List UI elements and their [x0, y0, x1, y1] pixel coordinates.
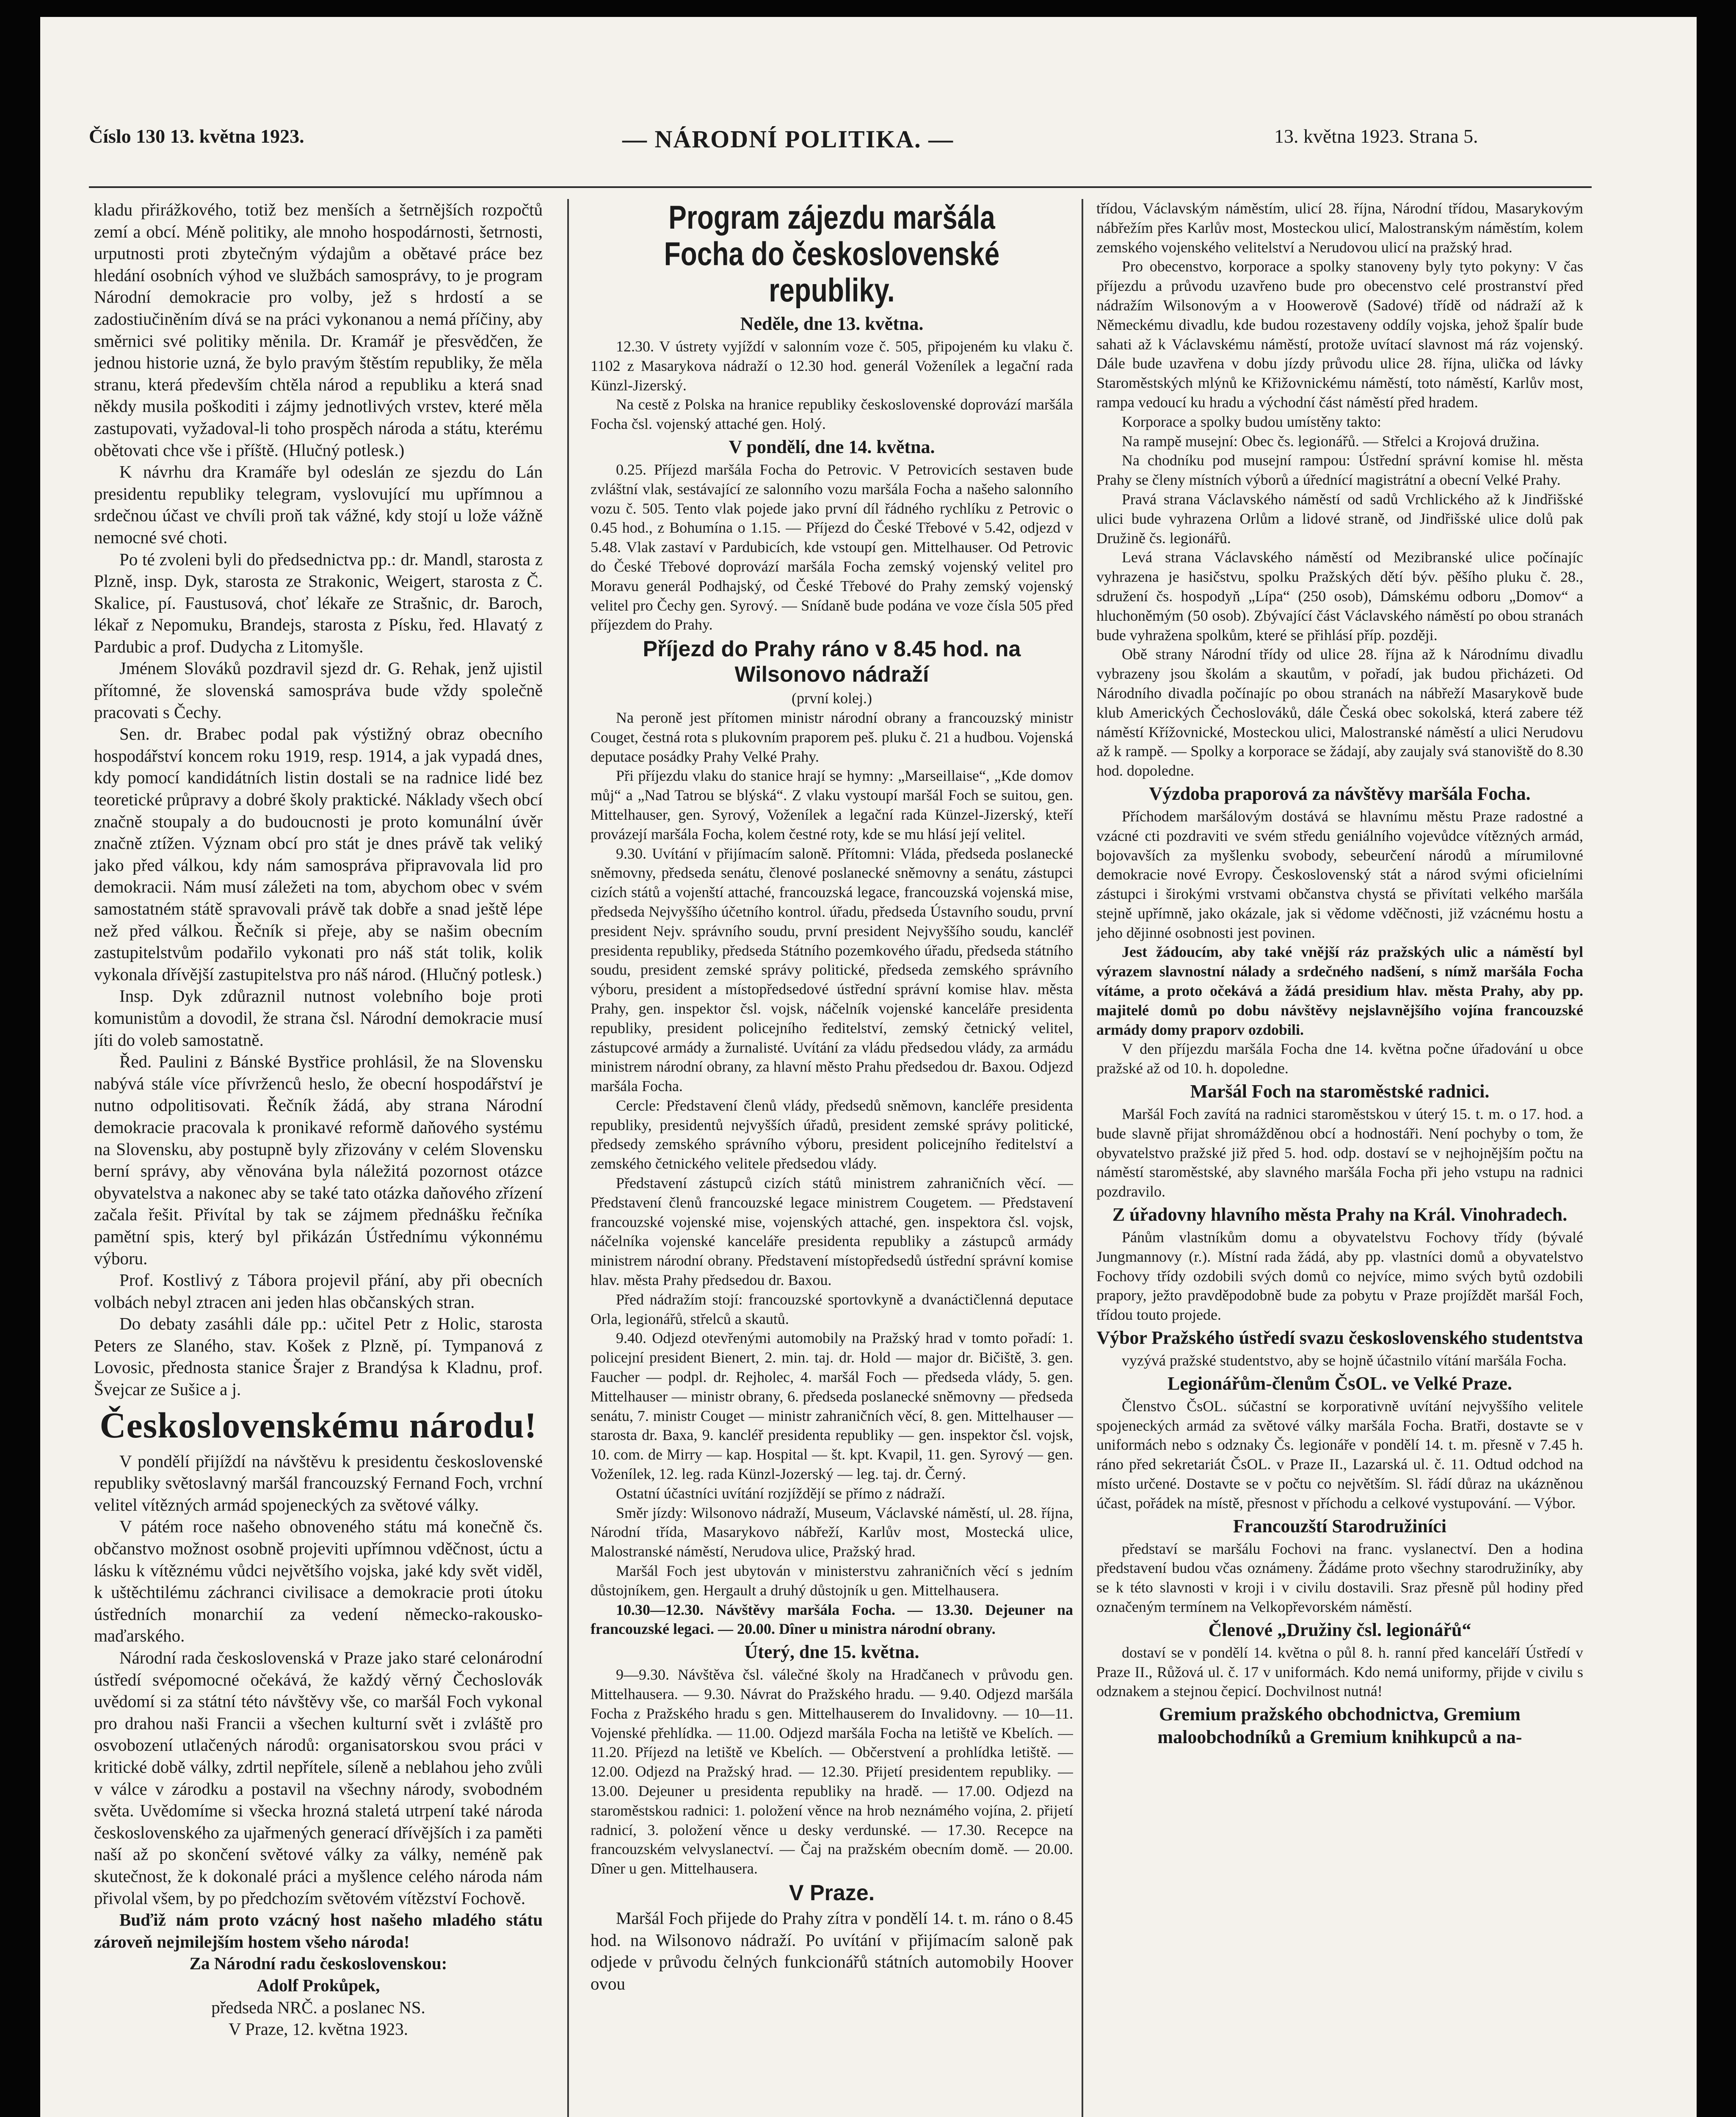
paragraph: Na rampě musejní: Obec čs. legionářů. — Střelci a Krojová družina.: [1122, 432, 1540, 450]
section-heading: Maršál Foch na staroměstské radnici.: [1190, 1081, 1490, 1102]
issue-info-right: 13. května 1923. Strana 5.: [1274, 125, 1478, 147]
paragraph: Do debaty zasáhli dále pp.: učitel Petr z Holic, starosta Peters ze Slaného, stav. Košek z Plzně, pí. Tympanová z Lovosic, přednosta stanice Šrajer z Brandýsa k Kladnu, prof. Švejcar ze Sušice a j.: [94, 1314, 543, 1399]
paragraph: Obě strany Národní třídy od ulice 28. října až k Národnímu divadlu vybrazeny jsou školám a skautům, v pořadí, jak budou přicházeti. Od Národního divadla počínajíc po obou stranách na nábřeží Masarykově bude klub Amerických Čechoslováků, dále Česká obec sokolská, která zabere též náměstí Křížovnické, Mosteckou ulici, Malostranské náměstí a ulici Nerudovu až k rampě. — Spolky a korporace se žádají, aby zaujaly svá stanoviště do 8.30 hod. dopoledne.: [1096, 646, 1583, 779]
section-heading: Příjezd do Prahy ráno v 8.45 hod. na Wilsonovo nádraží: [643, 637, 1021, 687]
paragraph: 9.30. Uvítání v přijímacím saloně. Přítomni: Vláda, předseda poslanecké sněmovny, předseda senátu, členové poslanecké sněmovny a senátu, zástupci cizích států a vojenští attaché, francouzská legace, francouzská vojenská mise, předseda Nejvyššího účetního kontrol. úřadu, předseda Ústavního soudu, první president Nejv. správního soudu, první president Nejvyššího soudu, kancléř presidenta republiky, předseda Státního pozemkového úřadu, předseda státního soudu, president zemské správy politické, předseda zemského správního výboru, president a místopředsedové ústřední správní komise hlav. města Prahy, gen. inspektor čsl. vojsk, náčelník vojenské kanceláře presidenta republiky, president policejního ředitelství, zemský četnický velitel, zástupcové armády a žurnalisté. Uvítání za vládu předsedou vlády, za armádu ministrem národní obrany, za hlavní město Prahu předsedou dr. Baxou. Odjezd maršála Focha.: [591, 845, 1073, 1095]
column-rule-2: [1082, 199, 1083, 2117]
paragraph: Po té zvoleni byli do předsednictva pp.: dr. Mandl, starosta z Plzně, insp. Dyk, starosta ze Strakonic, Weigert, starosta z Č. Skalice, pí. Faustusová, choť lékaře ze Strašnic, dr. Baroch, lékař z Nepomuku, Brandejs, starosta z Písku, řed. Hlavatý z Pardubic a prof. Dudycha z Litomyšle.: [94, 549, 543, 656]
day-heading: Neděle, dne 13. května.: [740, 313, 924, 334]
paragraph: 0.25. Příjezd maršála Focha do Petrovic. V Petrovicích sestaven bude zvláštní vlak, sestávající ze salonního vozu maršála Focha a našeho salonního vozu č. 505. Tento vlak pojede jako první díl řádného rychlíku z Petrovic o 0.45 hod., z Bohumína o 1.15. — Příjezd do České Třebové v 5.42, odjezd v 5.48. Vlak zastaví v Pardubicích, kde vstoupí gen. Mittelhauser. Od Petrovic do České Třebové doprovází maršála Focha zemský vojenský velitel pro Moravu generál Podhajský, od České Třebové do Prahy zemský vojenský velitel pro Čechy gen. Syrový. — Snídaně bude podána ve voze čísla 505 před příjezdem do Prahy.: [591, 461, 1073, 633]
paragraph: Pro obecenstvo, korporace a spolky stanoveny byly tyto pokyny: V čas příjezdu a průvodu uzavřeno bude pro obecenstvo celé prostranství před nádražím Wilsonovým a v Hoowerově (Sadové) třídě od nádraží až k Německému divadlu, kde budou rozestaveny oddíly vojska, jehož špalír bude sahati až k Václavskému náměstí, protože uvítací slavnost má ráz vojenský. Dále bude uzavřena v dobu jízdy průvodu ulice 28. října, ulička od lávky Staroměstských mlýnů ke Křižovnickému náměstí, toto náměstí, Karlův most, rampa vedoucí ku hradu a východní část náměstí před hradem.: [1096, 258, 1583, 411]
scan-border-top: [0, 0, 1736, 17]
paragraph: Cercle: Představení členů vlády, předsedů sněmovn, kancléře presidenta republiky, presidentů nejvyšších úřadů, president zemské správy politické, předsedy zemského správního výboru, president policejního ředitelství a zemského četnického velitele předsedou vlády.: [591, 1097, 1073, 1172]
paragraph: Řed. Paulini z Bánské Bystřice prohlásil, že na Slovensku nabývá stále více přívrženců heslo, že obecní hospodářství je nutno odpolitisovati. Řečník žádá, aby strana Národní demokracie pracovala k pronikavé reformě daňového systému na Slovensku, aby postupně byly zřizovány v celém Slovensku berní správy, aby věnována byla náležitá pozornost otázce obyvatelstva a nakonec aby se také tato otázka daňového zřízení začala řešit. Přivítal by tak se zájmem přednášku řečníka pamětní spis, který byl přikázán Ústřednímu výkonnému výboru.: [94, 1052, 543, 1268]
paragraph: V pondělí přijíždí na návštěvu k presidentu československé republiky světoslavný maršál francouzský Fernand Foch, vrchní velitel vítězných armád spojeneckých za světové války.: [94, 1451, 543, 1515]
page-header: [89, 125, 1592, 176]
paragraph: Směr jízdy: Wilsonovo nádraží, Museum, Václavské náměstí, ul. 28. října, Národní třída, Masarykovo nábřeží, Karlův most, Mostecká ulice, Malostranské náměstí, Nerudova ulice, Pražský hrad.: [591, 1504, 1073, 1560]
paragraph: 9—9.30. Návštěva čsl. válečné školy na Hradčanech v průvodu gen. Mittelhausera. — 9.30. Návrat do Pražského hradu. — 9.40. Odjezd maršála Focha z Pražského hradu s gen. Mittelhauserem do Invalidovny. — 10—11. Vojenské přehlídka. — 11.00. Odjezd maršála Focha na letiště ve Kbelích. — 11.20. Příjezd na letiště ve Kbelích. — Občerstvení a prohlídka letiště. — 12.00. Odjezd na Pražský hrad. — 12.30. Přijetí presidentem republiky. — 13.00. Dejeuner u presidenta republiky na hradě. — 17.00. Odjezd na staroměstskou radnici: 1. položení věnce na hrob neznámého vojína, 2. přijetí radnicí, 3. položení věnce u desky verdunské. — 17.30. Recepce na francouzském velvyslanectví. — Čaj na pražském obecním domě. — 20.00. Dîner u gen. Mittelhausera.: [591, 1666, 1073, 1877]
paragraph: 10.30—12.30. Návštěvy maršála Focha. — 13.30. Dejeuner na francouzské legaci. — 20.00. Dîner u ministra národní obrany.: [591, 1601, 1073, 1638]
column-rule-1: [567, 199, 569, 2117]
section-heading: Členové „Družiny čsl. legionářů“: [1208, 1619, 1471, 1640]
paragraph: Levá strana Václavského náměstí od Mezibranské ulice počínajíc vyhrazena je hasičstvu, spolku Pražských dětí býv. pěšího pluku č. 28., sdružení čs. hospodyň „Lípa“ (250 osob), Dámskému odboru „Domov“ a hluchoněmým (50 osob). Zbývající část Václavského náměstí po obou stranách bude vyhražena spolkům, které se přihlásí příp. později.: [1096, 549, 1583, 644]
section-heading: Francouzští Starodružiníci: [1233, 1515, 1446, 1537]
scan-border-right: [1697, 0, 1736, 2117]
paragraph: dostaví se v pondělí 14. května o půl 8. h. ranní před kanceláří Ústředí v Praze II., Růžová ul. č. 17 v uniformách. Kdo nemá uniformy, přijde v civilu s odznakem a stejnou čepicí. Dochvilnost nutná!: [1096, 1644, 1583, 1700]
paragraph: vyzývá pražské studentstvo, aby se hojně účastnilo vítání maršála Focha.: [1122, 1352, 1567, 1369]
paragraph: Členstvo ČsOL. súčastní se korporativně uvítání nejvyššího velitele spojeneckých armád za světové války maršála Focha. Bratři, dostavte se v uniformách nebo s odznaky Čs. legionáře v pondělí 14. t. m. přesně v 7.45 h. ráno před sekretariát ČsOL. v Praze II., Lazarská ul. č. 11. Odtud odchod na místo určené. Dostavte se v počtu co největším. Sl. řádí důraz na ukázněnou účast, pořádek na místě, přesnost v příchodu a celkové vystupování. — Výbor.: [1096, 1397, 1583, 1512]
paragraph: Jest žádoucím, aby také vnější ráz pražských ulic a náměstí byl výrazem slavnostní nálady a srdečného nadšení, s nímž maršála Focha vítáme, a proto očekává a žádá presidium hlav. města Prahy, aby pp. majitelé domů po dobu návštěvy nejslavnějšího vojína francouzské armády domy praporv ozdobili.: [1096, 943, 1583, 1038]
paragraph: Prof. Kostlivý z Tábora projevil přání, aby při obecních volbách nebyl ztracen ani jeden hlas občanských stran.: [94, 1270, 543, 1312]
newspaper-title: — NÁRODNÍ POLITIKA. —: [622, 125, 954, 153]
paragraph: Na peroně jest přítomen ministr národní obrany a francouzský ministr Couget, čestná rota s plukovním praporem peš. pluku č. 21 a hudbou. Vojenská deputace posádky Prahy Velké Prahy.: [591, 709, 1073, 765]
signature-title: předseda NRČ. a poslanec NS.: [211, 1997, 425, 2017]
section-heading: V Praze.: [789, 1880, 875, 1905]
section-heading: Z úřadovny hlavního města Prahy na Král. Vinohradech.: [1112, 1204, 1568, 1225]
column-1: [94, 199, 543, 2117]
paragraph: Na chodníku pod musejní rampou: Ústřední správní komise hl. města Prahy se členy místních výborů a úřednící magistrátní a obecní Velké Prahy.: [1096, 452, 1583, 489]
paragraph: Národní rada československá v Praze jako staré celonárodní ústředí svépomocné očekává, že každý věrný Čechoslovák uvědomí si za státní této návštěvy vše, co maršál Foch vykonal pro drahou naši Francii a všechen kulturní svět i zvláště pro osvobození utlačených národů: organisatorskou svou práci v kritické době války, zdrtil nepřítele, síleně a neblahou jeho zvůli v válce v zárodku a postavil na všechny národy, svobodném světa. Uvědomíme si všecka hrozná staletá utrpení také národa československého za ujařmených generací dřívějších i za paměti naší až po skončení světové války za války, neméně pak skutečnost, že k dokonalé práci a myšlence celého národa nám přivolal všem, by po předchozím světovém vítězství Fochově.: [94, 1648, 543, 1908]
paragraph: 9.40. Odjezd otevřenými automobily na Pražský hrad v tomto pořadí: 1. policejní president Bienert, 2. min. taj. dr. Hold — major dr. Bičiště, 3. gen. Faucher — podpl. dr. Rejholec, 4. maršál Foch — předseda vlády, 5. gen. Mittelhauser — ministr obrany, 6. předseda poslanecké sněmovny — předseda senátu, 7. ministr Couget — ministr zahraničních věcí, 8. gen. Mittelhauser — starosta dr. Baxa, 9. kancléř presidenta republiky — gen. inspektor čsl. vojsk, 10. com. de Mirry — kap. Hospital — št. kpt. Kvapil, 11. gen. Syrový — gen. Voženílek, 12. leg. rada Künzl-Jozerský — leg. taj. dr. Černý.: [591, 1329, 1073, 1483]
paragraph: Představení zástupců cizích států ministrem zahraničních věcí. — Představení členů francouzské legace ministrem Cougetem. — Představení francouzské vojenské mise, vojenských attaché, gen. inspektora čsl. vojsk, náčelníka vojenské kanceláře presidenta republiky a zástupců armády ministrem národní obrany. Představení místopředsedů ústřední správní komise hlav. města Prahy předsedou dr. Baxou.: [591, 1175, 1073, 1289]
section-heading: Gremium pražského obchodnictva, Gremium maloobchodníků a Gremium knihkupců a na-: [1157, 1704, 1522, 1748]
paragraph: Maršál Foch přijede do Prahy zítra v pondělí 14. t. m. ráno o 8.45 hod. na Wilsonovo nádraží. Po uvítání v přijímacím saloně pak odjede v průvodu čelných funkcionářů státních automobily Hoover ovou: [591, 1908, 1073, 1993]
section-heading: Výzdoba praporová za návštěvy maršála Focha.: [1149, 783, 1531, 804]
paragraph: kladu přirážkového, totiž bez menších a šetrnějších rozpočtů zemí a obcí. Méně politiky, ale mnoho hospodárnosti, šetrnosti, urputnosti proti zbytečným výdajům a obětavé práce bez hledání osobních výhod ve službách samosprávy, to je program Národní demokracie pro volby, jež s hrdostí a se zadostiučiněním dívá se na práci vykonanou a nemá příčiny, aby směrnici své politiky měnila. Dr. Kramář je přesvědčen, že jednou historie uzná, že bylo pravým štěstím republiky, že měla stranu, která především chtěla národ a republiku a která snad někdy musila poškoditi i zájmy jednotlivých vrstev, které měla zastupovati, vyžadoval-li toho prospěch národa a státu, kterému obětovati chce vše i příště. (Hlučný potlesk.): [94, 200, 543, 460]
paragraph: Maršál Foch jest ubytován v ministerstvu zahraničních věcí s jedním důstojníkem, gen. Hergault a druhý důstojník u gen. Mittelhausera.: [591, 1562, 1073, 1599]
paragraph: V pátém roce našeho obnoveného státu má konečně čs. občanstvo možnost osobně projeviti upřímnou vděčnost, úctu a lásku k vítěznému vůdci největšího vojska, jaké kdy svět viděl, k uštěchtilému záchranci civilisace a demokracie proti útoku ústředních monarchií za vedení německo-rakousko-maďarského.: [94, 1517, 543, 1646]
issue-info-left: Číslo 130 13. května 1923.: [89, 125, 304, 147]
paragraph: Maršál Foch zavítá na radnici staroměstskou v úterý 15. t. m. o 17. hod. a bude slavně přijat shromážděnou obcí a hodnostáři. Není pochyby o tom, že obyvatelstvo pražské již před 5. hod. odp. dostaví se v nejhojnějším počtu na náměstí staroměstské, aby slavného maršála Focha při jeho vstupu na radnici pozdravilo.: [1096, 1105, 1583, 1200]
paragraph: Na cestě z Polska na hranice republiky československé doprovází maršála Focha čsl. vojenský attaché gen. Holý.: [591, 396, 1073, 433]
scan-border-left: [0, 0, 40, 2117]
paragraph: Korporace a spolky budou umístěny takto:: [1122, 413, 1381, 430]
paragraph: V den příjezdu maršála Focha dne 14. května počne úřadování u obce pražské až od 10. h. dopoledne.: [1096, 1040, 1583, 1077]
paragraph-emphasis: Buďiž nám proto vzácný host našeho mladého státu zároveň nejmilejším hostem všeho národa!: [94, 1910, 543, 1951]
article-headline: Československému národu!: [99, 1404, 537, 1445]
paragraph: Příchodem maršálovým dostává se hlavnímu městu Praze radostné a vzácné cti pozdraviti ve svém středu geniálního vojevůdce vítězných armád, bojovavších za myšlenku svobody, sebeurčení národů a mírumilovné demokracie nové Evropy. Československý stát a národ svými oficielními zástupci i širokými vrstvami občanstva chystá se přivítati velkého maršála stejně upřímně, jako okázale, jak si vědome vděčnosti, již vzácnému hostu a jeho dějinné osobnosti jest povinen.: [1096, 807, 1583, 941]
day-heading: Úterý, dne 15. května.: [744, 1642, 919, 1663]
section-subheading: (první kolej.): [792, 690, 872, 707]
signature-name: Adolf Prokůpek,: [257, 1975, 380, 1995]
paragraph: Jménem Slováků pozdravil sjezd dr. G. Rehak, jenž ujistil přítomné, že slovenská samospráva bude vždy společně pracovati s Čechy.: [94, 658, 543, 722]
signature-date: V Praze, 12. května 1923.: [229, 2019, 408, 2039]
paragraph: Insp. Dyk zdůraznil nutnost volebního boje proti komunistům a dovodil, že strana čsl. Národní demokracie musí jíti do voleb samostatně.: [94, 986, 543, 1050]
day-heading: V pondělí, dne 14. května.: [729, 436, 935, 457]
signature-line: Za Národní radu československou:: [189, 1954, 447, 1973]
paragraph: Pravá strana Václavského náměstí od sadů Vrchlického až k Jindřišské ulici bude vyhrazena Orlům a lidové straně, od Jindřišské ulice dolů pak Družině čs. legionářů.: [1096, 490, 1583, 547]
column-2: [591, 199, 1073, 2117]
paragraph: třídou, Václavským náměstím, ulicí 28. října, Národní třídou, Masarykovým nábřežím přes Karlův most, Mosteckou ulicí, Malostranským náměstím, kolem zemského vojenského velitelství a Nerudovou ulicí na pražský hrad.: [1096, 200, 1583, 256]
section-heading: Legionářům-členům ČsOL. ve Velké Praze.: [1167, 1373, 1512, 1394]
paragraph: představí se maršálu Fochovi na franc. vyslanectví. Den a hodina představení budou včas oznámeny. Žádáme proto všechny starodružiníky, aby se k této slavnosti v kroji i v civilu dostavili. Sraz přesně půl hodiny před označeným termínem na Velkopřevorském náměstí.: [1096, 1540, 1583, 1615]
paragraph: Před nádražím stojí: francouzské sportovkyně a dvanáctičlenná deputace Orla, legionářů, střelců a skautů.: [591, 1291, 1073, 1327]
paragraph: Sen. dr. Brabec podal pak výstižný obraz obecního hospodářství koncem roku 1919, resp. 1914, a jak vypadá dnes, kdy pomocí kandidátních listin dostali se na radnice lidé bez teoretické průpravy a dobré školy praktické. Náklady všech obcí značně stoupaly a do budoucnosti je proto komunální úvěr značně ztížen. Význam obcí pro stát je dnes právě tak veliký jako před válkou, kdy nám samospráva připravovala lid pro demokracii. Nám musí záležeti na tom, abychom obec v svém samostatném státě spravovali právě tak dobře a snad ještě lépe než před válkou. Řečník si přeje, aby se našim obecním zastupitelstvům podařilo vykonati pro náš stát tolik, kolik vykonala dřívější zastupitelstva pro náš národ. (Hlučný potlesk.): [94, 724, 543, 984]
section-heading: Výbor Pražského ústředí svazu československého studentstva: [1096, 1327, 1583, 1349]
paragraph: Při příjezdu vlaku do stanice hrají se hymny: „Marseillaise“, „Kde domov můj“ a „Nad Tatrou se blýská“. Z vlaku vystoupí maršál Foch se suitou, gen. Mittelhauser, gen. Syrový, Voženílek a legační rada Künzel-Jizerský, kteří provázejí maršála Focha, kolem čestné roty, kde se mu hlásí její velitel.: [591, 767, 1073, 843]
paragraph: Pánům vlastníkům domu a obyvatelstvu Fochovy třídy (bývalé Jungmannovy (r.). Místní rada žádá, aby pp. vlastníci domů a obyvatelstvo Fochovy třídy ozdobili svých domů co nejvíce, mimo svých bytů ozdobili prapory, ježto pravděpodobně bude za pobytu v Praze projíždět maršál Foch, třídou touto projede.: [1096, 1229, 1583, 1324]
header-rule: [89, 186, 1592, 188]
paragraph: 12.30. V ústrety vyjíždí v salonním voze č. 505, připojeném ku vlaku č. 1102 z Masarykova nádraží o 12.30 hod. generál Voženílek a legační rada Künzl-Jizerský.: [591, 338, 1073, 394]
article-headline: Program zájezdu maršála Focha do československé republiky.: [664, 199, 1000, 309]
paragraph: K návrhu dra Kramáře byl odeslán ze sjezdu do Lán presidentu republiky telegram, vyslovující mu upřímnou a srdečnou účast ve chvíli proň tak vážné, kdy stojí u lože vážně nemocné své choti.: [94, 462, 543, 547]
column-3: [1096, 199, 1583, 2117]
paragraph: Ostatní účastníci uvítání rozjíždějí se přímo z nádraží.: [616, 1484, 945, 1502]
